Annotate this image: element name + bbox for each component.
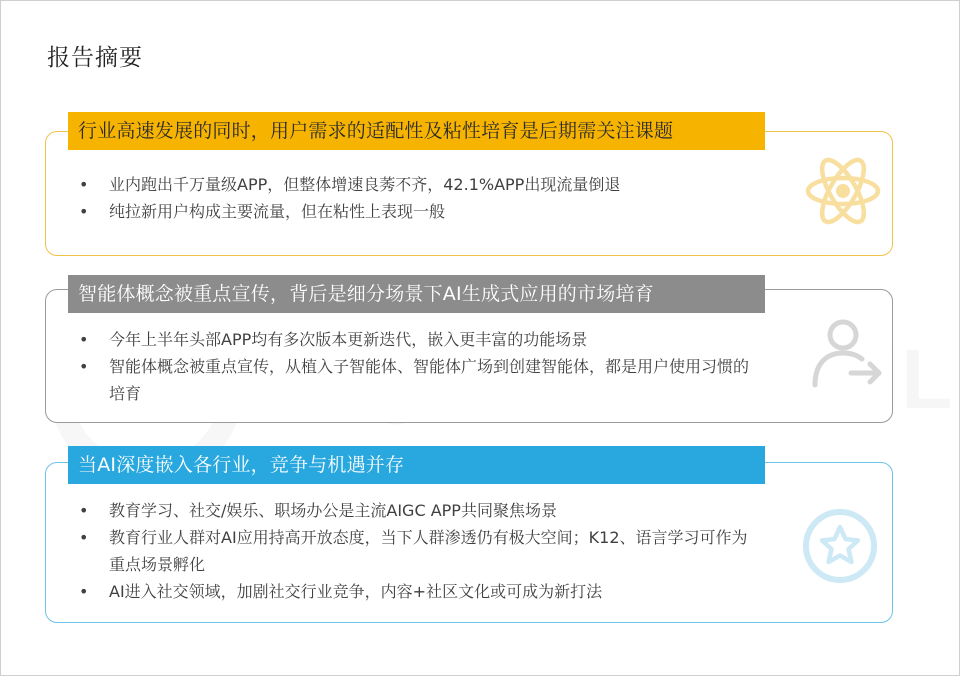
list-item: • 教育学习、社交/娱乐、职场办公是主流AIGC APP共同聚焦场景: [79, 501, 557, 520]
list-item: • AI进入社交领域，加剧社交行业竞争，内容+社区文化或可成为新打法: [79, 582, 603, 601]
user-transfer-icon: [807, 313, 887, 393]
star-badge-icon: [800, 506, 880, 586]
bullet-list-1: [79, 171, 759, 225]
bullet-list-2: [79, 326, 759, 407]
section-heading-1: 行业高速发展的同时，用户需求的适配性及粘性培育是后期需关注课题: [68, 112, 765, 150]
page-title: 报告摘要: [47, 45, 143, 71]
section-heading-2: 智能体概念被重点宣传，背后是细分场景下AI生成式应用的市场培育: [68, 275, 765, 313]
list-item: • 业内跑出千万量级APP，但整体增速良莠不齐，42.1%APP出现流量倒退: [79, 175, 621, 194]
list-item: • 智能体概念被重点宣传，从植入子智能体、智能体广场到创建智能体，都是用户使用习惯的培育: [79, 357, 750, 403]
bullet-list-3: [79, 497, 759, 605]
list-item: • 纯拉新用户构成主要流量，但在粘性上表现一般: [79, 202, 446, 221]
list-item: • 教育行业人群对AI应用持高开放态度，当下人群渗透仍有极大空间；K12、语言学习可作为重点场景孵化: [79, 528, 748, 574]
section-heading-3: 当AI深度嵌入各行业，竞争与机遇并存: [68, 446, 765, 484]
list-item: • 今年上半年头部APP均有多次版本更新迭代，嵌入更丰富的功能场景: [79, 330, 588, 349]
atom-icon: [803, 151, 883, 231]
